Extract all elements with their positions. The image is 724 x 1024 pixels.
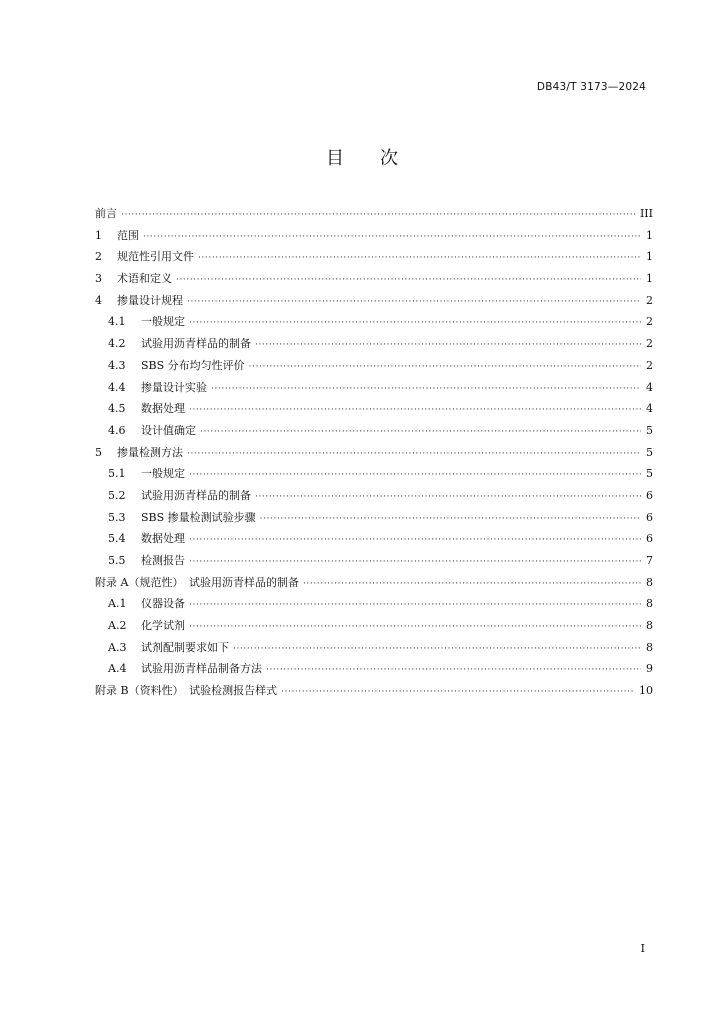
toc-entry-page: 5 — [646, 423, 653, 437]
toc-entry-number: 4.4 — [108, 380, 126, 394]
toc-entry-1[interactable] — [95, 225, 653, 247]
toc-entry-number: 5.4 — [108, 532, 126, 546]
toc-entry-number: A.2 — [108, 619, 127, 633]
toc-entry-number: 3 — [95, 272, 102, 286]
toc-leader-dots — [281, 682, 635, 704]
toc-leader-dots — [187, 444, 641, 466]
toc-entry-foreword[interactable] — [95, 203, 653, 225]
toc-entry-number: A.4 — [108, 662, 127, 676]
toc-entry-5[interactable] — [95, 442, 653, 464]
toc-entry-number: 4.3 — [108, 358, 126, 372]
toc-entry-label: 附录 A（规范性） 试验用沥青样品的制备 — [95, 575, 299, 589]
toc-entry-page: 5 — [646, 445, 653, 459]
toc-entry-5-3[interactable] — [95, 507, 653, 529]
toc-entry-number: 5.5 — [108, 554, 126, 567]
toc-entry-label: 试验用沥青样品制备方法 — [141, 662, 262, 676]
toc-entry-number: A.1 — [108, 597, 127, 611]
toc-entry-label: 设计值确定 — [141, 423, 196, 437]
toc-leader-dots — [255, 487, 641, 509]
toc-entry-page: 2 — [646, 293, 653, 307]
toc-leader-dots — [176, 270, 641, 292]
toc-entry-a-2[interactable] — [95, 615, 653, 637]
toc-entry-number: A.3 — [108, 640, 127, 654]
toc-entry-label: 检测报告 — [141, 554, 185, 567]
toc-entry-label: 试验用沥青样品的制备 — [141, 488, 251, 502]
toc-entry-label: 掺量设计规程 — [117, 293, 183, 307]
toc-entry-number: 5 — [95, 445, 102, 459]
toc-entry-page: 7 — [646, 554, 653, 567]
toc-entry-5-2[interactable] — [95, 485, 653, 507]
toc-leader-dots — [260, 509, 641, 531]
toc-entry-number: 5.2 — [108, 488, 126, 502]
toc-entry-page: 2 — [646, 315, 653, 329]
toc-entry-label: 数据处理 — [141, 532, 185, 546]
toc-entry-3[interactable] — [95, 268, 653, 290]
toc-leader-dots — [189, 595, 641, 617]
toc-entry-page: 2 — [646, 337, 653, 351]
toc-entry-page: 9 — [646, 662, 653, 676]
toc-entry-number: 5.3 — [108, 510, 126, 524]
toc-entry-label: SBS 掺量检测试验步骤 — [141, 510, 256, 524]
toc-entry-2[interactable] — [95, 246, 653, 268]
toc-entry-4[interactable] — [95, 290, 653, 312]
toc-entry-label: 附录 B（资料性） 试验检测报告样式 — [95, 684, 278, 698]
page-number: I — [640, 942, 645, 955]
toc-entry-label: 掺量检测方法 — [117, 445, 183, 459]
toc-entry-5-5[interactable] — [95, 550, 653, 572]
title-char-2: 次 — [380, 148, 398, 169]
toc-entry-page: 1 — [646, 272, 653, 286]
toc-entry-label: 一般规定 — [141, 315, 185, 329]
toc-entry-number: 4.2 — [108, 337, 126, 351]
toc-leader-dots — [211, 379, 641, 401]
toc-entry-4-3[interactable] — [95, 355, 653, 377]
toc-leader-dots — [249, 357, 641, 379]
toc-entry-page: 2 — [646, 358, 653, 372]
toc-entry-page: 5 — [646, 467, 653, 481]
toc-entry-page: 8 — [646, 597, 653, 611]
toc-leader-dots — [121, 205, 636, 227]
toc-entry-page: 6 — [646, 532, 653, 546]
toc-leader-dots — [189, 530, 641, 552]
toc-entry-label: 仪器设备 — [141, 597, 185, 611]
toc-entry-page: 6 — [646, 488, 653, 502]
toc-leader-dots — [303, 574, 641, 596]
toc-entry-number: 4.5 — [108, 402, 126, 416]
toc-entry-label: 掺量设计实验 — [141, 380, 207, 394]
toc-entry-number: 4.1 — [108, 315, 126, 329]
toc-entry-label: 试验用沥青样品的制备 — [141, 337, 251, 351]
toc-leader-dots — [233, 639, 641, 661]
toc-entry-page: 10 — [639, 684, 653, 698]
toc-entry-page: 8 — [646, 619, 653, 633]
toc-leader-dots — [189, 313, 641, 335]
toc-entry-5-4[interactable] — [95, 528, 653, 550]
toc-entry-label: SBS 分布均匀性评价 — [141, 358, 245, 372]
toc-entry-page: III — [639, 207, 653, 220]
toc-entry-label: 化学试剂 — [141, 619, 185, 633]
toc-entry-page: 1 — [646, 250, 653, 264]
toc-entry-page: 4 — [646, 402, 653, 416]
toc-leader-dots — [200, 422, 641, 444]
toc-leader-dots — [189, 552, 641, 574]
toc-entry-page: 8 — [646, 640, 653, 654]
document-code: DB43/T 3173—2024 — [536, 81, 646, 93]
toc-entry-page: 8 — [646, 575, 653, 589]
toc-leader-dots — [266, 660, 641, 682]
toc-entry-4-2[interactable] — [95, 333, 653, 355]
toc-entry-label: 术语和定义 — [117, 272, 172, 286]
toc-entry-4-5[interactable] — [95, 398, 653, 420]
table-of-contents — [95, 203, 653, 702]
toc-entry-a-4[interactable] — [95, 658, 653, 680]
toc-entry-label: 试剂配制要求如下 — [141, 640, 229, 654]
toc-entry-number: 4 — [95, 293, 102, 307]
toc-leader-dots — [187, 292, 641, 314]
toc-entry-label: 一般规定 — [141, 467, 185, 481]
page-title — [0, 144, 724, 170]
toc-entry-page: 6 — [646, 510, 653, 524]
toc-entry-a-1[interactable] — [95, 593, 653, 615]
toc-entry-4-6[interactable] — [95, 420, 653, 442]
title-char-1: 目 — [326, 148, 344, 169]
toc-entry-4-1[interactable] — [95, 311, 653, 333]
toc-entry-appendix-a[interactable] — [95, 572, 653, 594]
toc-entry-page: 1 — [646, 228, 653, 242]
toc-entry-page: 4 — [646, 380, 653, 394]
toc-entry-label: 范围 — [117, 228, 139, 242]
toc-entry-number: 4.6 — [108, 423, 126, 437]
toc-leader-dots — [143, 227, 641, 249]
toc-entry-5-1[interactable] — [95, 463, 653, 485]
toc-entry-4-4[interactable] — [95, 377, 653, 399]
toc-leader-dots — [189, 465, 641, 487]
toc-leader-dots — [189, 400, 641, 422]
toc-leader-dots — [255, 335, 641, 357]
toc-entry-a-3[interactable] — [95, 637, 653, 659]
toc-leader-dots — [189, 617, 641, 639]
toc-entry-label: 规范性引用文件 — [117, 250, 194, 264]
toc-entry-number: 1 — [95, 228, 102, 242]
toc-entry-appendix-b[interactable] — [95, 680, 653, 702]
toc-entry-number: 5.1 — [108, 467, 126, 481]
toc-entry-label: 数据处理 — [141, 402, 185, 416]
toc-leader-dots — [198, 248, 641, 270]
toc-entry-label: 前言 — [95, 207, 117, 220]
toc-entry-number: 2 — [95, 250, 102, 264]
